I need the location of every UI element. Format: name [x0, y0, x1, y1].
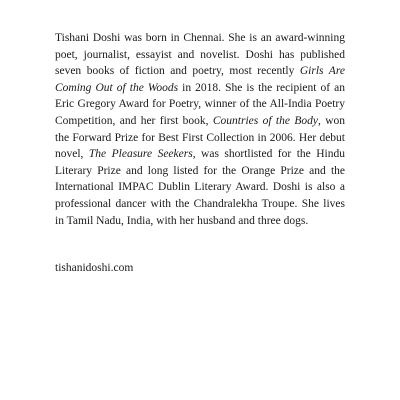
- author-bio: [55, 30, 345, 229]
- bio-text-2: in 2018. She is the recipient of an Eric Gregory Award for Poetry, winner of the All-India Poetry Competition, and her first book,: [55, 81, 345, 127]
- bio-text-3: , won the Forward Prize for Best First Collection in 2006. Her debut novel,: [55, 114, 345, 161]
- book-title-the-pleasure-seekers: The Pleasure Seekers: [88, 148, 193, 161]
- bio-text-1: Tishani Doshi was born in Chennai. She is an award-winning poet, journalist, essayist and novelist. Doshi has published seven books of fiction and poetry, most recently: [55, 32, 345, 78]
- book-title-girls-are-coming-out-of-the-woods: Girls Are Coming Out of the Woods: [55, 65, 345, 94]
- author-website: tishanidoshi.com: [55, 262, 134, 274]
- book-title-countries-of-the-body: Countries of the Body: [212, 114, 318, 127]
- bio-text-4: , was shortlisted for the Hindu Literary Prize and long listed for the Orange Prize and the International IMPAC Dublin Literary Award. Doshi is also a professional dancer with the Chandralekha Troupe. She lives in Tamil Nadu, India, with her husband and three dogs.: [55, 148, 345, 227]
